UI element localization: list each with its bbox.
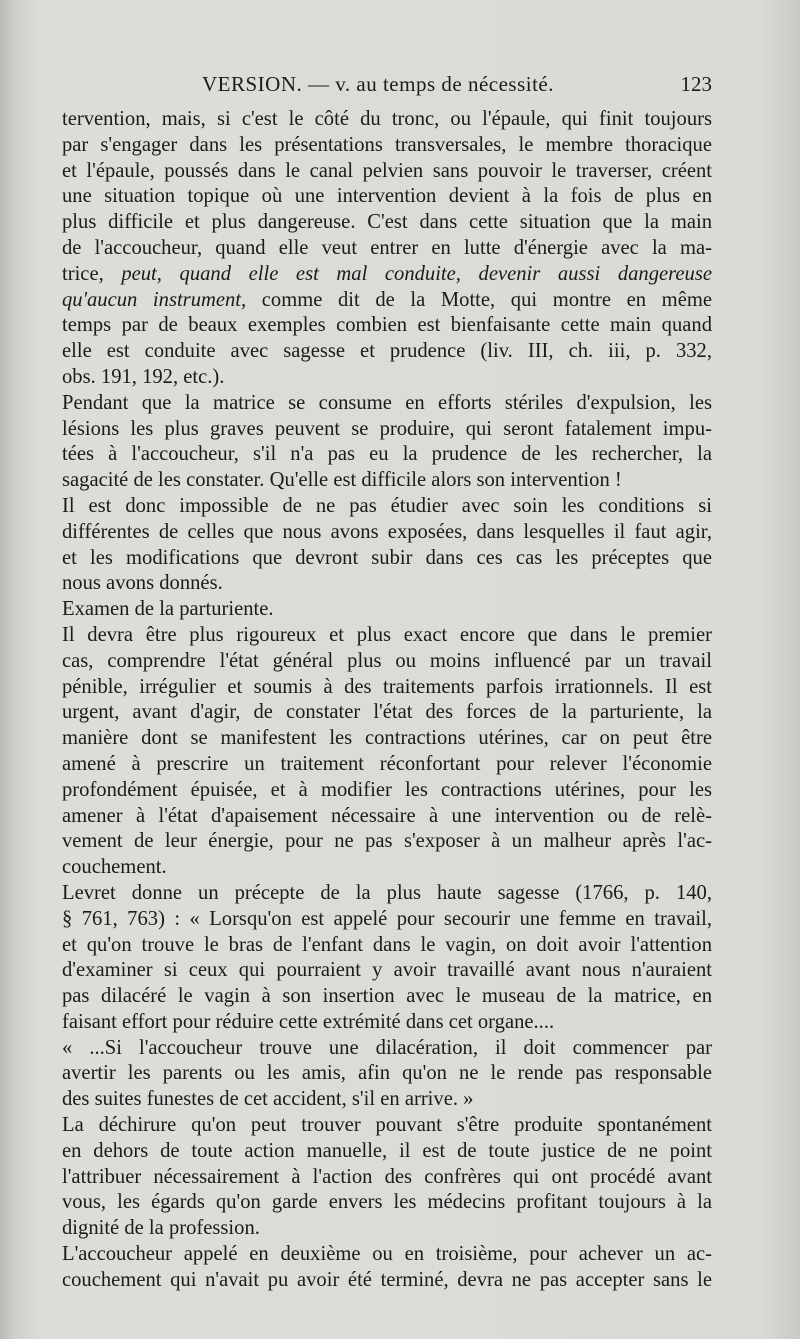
text-line: « ...Si l'accoucheur trouve une dilacération, il doit commencer par — [62, 1036, 712, 1059]
text-line: profondément épuisée, et à modifier les contractions utérines, pour les — [62, 778, 712, 801]
text-line: amené à prescrire un traitement réconfortant pour relever l'économie — [62, 752, 712, 775]
text-line: Il est donc impossible de ne pas étudier avec soin les conditions si — [62, 494, 712, 517]
text-line: couchement qui n'avait pu avoir été terminé, devra ne pas accepter sans le — [62, 1268, 712, 1291]
text-line: des suites funestes de cet accident, s'il en arrive. » — [62, 1088, 474, 1111]
text-line: différentes de celles que nous avons exposées, dans lesquelles il faut agir, — [62, 520, 712, 543]
text-line-italic-mix — [62, 288, 712, 314]
text-line-italic-mix — [62, 262, 712, 288]
italic-quote: peut, quand elle est mal conduite, devenir aussi dangereuse — [121, 262, 712, 285]
text-line: manière dont se manifestent les contractions utérines, car on peut être — [62, 727, 712, 750]
text-line: faisant effort pour réduire cette extrémité dans cet organe.... — [62, 1010, 555, 1033]
text-line: en dehors de toute action manuelle, il est de toute justice de ne point — [62, 1139, 712, 1162]
text-line: urgent, avant d'agir, de constater l'état des forces de la parturiente, la — [62, 701, 712, 724]
text-line: L'accoucheur appelé en deuxième ou en troisième, pour achever un ac- — [62, 1243, 712, 1266]
text-fragment: comme dit de la Motte, qui montre en même — [246, 288, 712, 311]
text-line: dignité de la profession. — [62, 1217, 260, 1240]
text-line: et les modifications que devront subir dans ces cas les préceptes que — [62, 546, 712, 569]
text-line: cas, comprendre l'état général plus ou moins influencé par un travail — [62, 649, 712, 672]
page-number: 123 — [680, 72, 712, 96]
text-line: La déchirure qu'on peut trouver pouvant s'être produite spontanément — [62, 1114, 712, 1137]
text-line: nous avons donnés. — [62, 572, 223, 595]
text-line: Pendant que la matrice se consume en efforts stériles d'expulsion, les — [62, 391, 712, 414]
text-line: plus difficile et plus dangereuse. C'est dans cette situation que la main — [62, 211, 712, 234]
text-line: tervention, mais, si c'est le côté du tronc, ou l'épaule, qui finit toujours — [62, 108, 712, 130]
text-line: tées à l'accoucheur, s'il n'a pas eu la prudence de les rechercher, la — [62, 443, 712, 466]
text-line: Il devra être plus rigoureux et plus exact encore que dans le premier — [62, 623, 712, 646]
text-line: amener à l'état d'apaisement nécessaire à une intervention ou de relè- — [62, 804, 712, 827]
text-line: obs. 191, 192, etc.). — [62, 365, 225, 388]
text-line: sagacité de les constater. Qu'elle est difficile alors son intervention ! — [62, 469, 622, 492]
text-line: de l'accoucheur, quand elle veut entrer en lutte d'énergie avec la ma- — [62, 236, 712, 259]
text-line: et qu'on trouve le bras de l'enfant dans le vagin, on doit avoir l'attention — [62, 933, 712, 956]
text-line: pénible, irrégulier et soumis à des traitements parfois irrationnels. Il est — [62, 675, 712, 698]
text-line: une situation topique où une intervention devient à la fois de plus en — [62, 185, 712, 208]
text-line: § 761, 763) : « Lorsqu'on est appelé pour secourir une femme en travail, — [62, 907, 712, 930]
text-line: l'attribuer nécessairement à l'action des confrères qui ont procédé avant — [62, 1165, 712, 1188]
section-heading: Examen de la parturiente. — [62, 598, 274, 621]
text-line: pas dilacéré le vagin à son insertion avec le museau de la matrice, en — [62, 985, 712, 1008]
italic-quote: qu'aucun instrument, — [62, 288, 247, 311]
text-fragment: trice, — [62, 262, 122, 285]
text-line: temps par de beaux exemples combien est bienfaisante cette main quand — [62, 314, 712, 337]
text-line: et l'épaule, poussés dans le canal pelvien sans pouvoir le traverser, créent — [62, 159, 712, 182]
text-line: avertir les parents ou les amis, afin qu'on ne le rende pas responsable — [62, 1062, 712, 1085]
text-line: lésions les plus graves peuvent se produire, qui seront fatalement impu- — [62, 417, 712, 440]
text-line: Levret donne un précepte de la plus haute sagesse (1766, p. 140, — [62, 881, 712, 904]
page-header — [62, 72, 712, 102]
text-line: elle est conduite avec sagesse et prudence (liv. III, ch. iii, p. 332, — [62, 340, 712, 363]
text-line: vous, les égards qu'on garde envers les médecins profitant toujours à la — [62, 1191, 712, 1214]
running-title: VERSION. — v. au temps de nécessité. — [202, 72, 554, 96]
text-line: couchement. — [62, 856, 167, 879]
body-text — [62, 107, 712, 1294]
text-line: d'examiner si ceux qui pourraient y avoir travaillé avant nous n'auraient — [62, 959, 712, 982]
text-line: par s'engager dans les présentations transversales, le membre thoracique — [62, 133, 712, 156]
text-line: vement de leur énergie, pour ne pas s'exposer à un malheur après l'ac- — [62, 830, 712, 853]
